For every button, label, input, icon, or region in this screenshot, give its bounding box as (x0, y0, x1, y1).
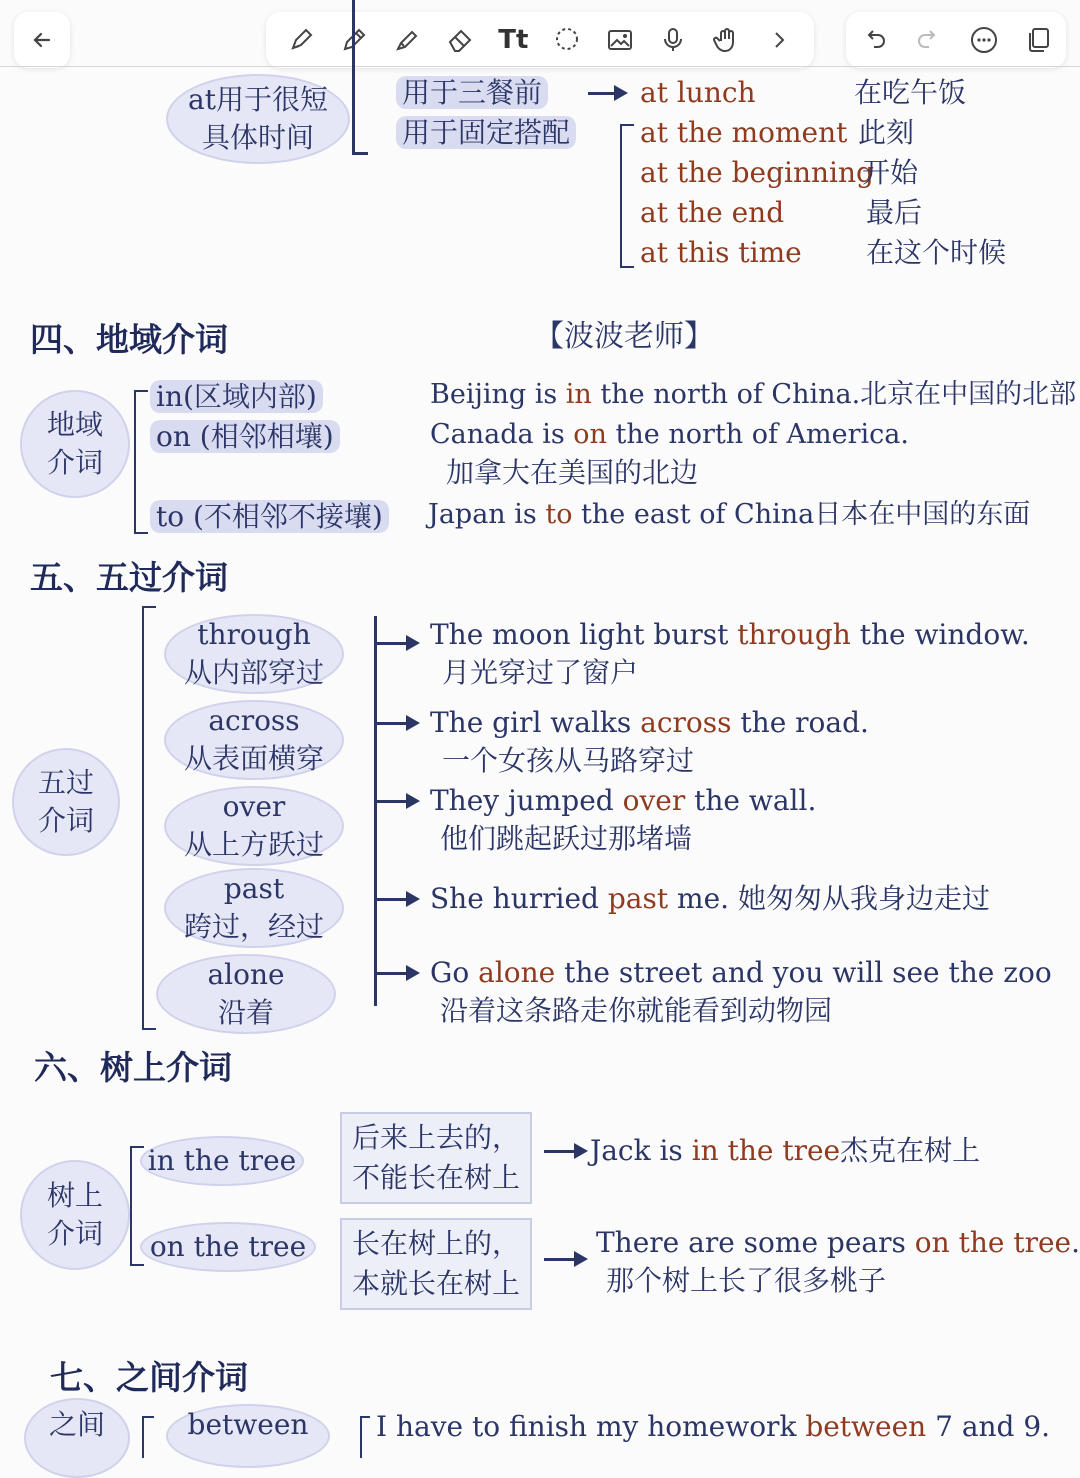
section3-connector (352, 0, 355, 154)
over-translation: 他们跳起跃过那堵墙 (440, 822, 693, 855)
past-sentence: She hurried past me. (430, 882, 730, 915)
more-icon[interactable] (964, 20, 1004, 60)
through-translation: 月光穿过了窗户 (442, 656, 639, 689)
on-the-tree-translation: 那个树上长了很多桃子 (606, 1264, 887, 1297)
undo-icon[interactable] (854, 20, 894, 60)
eraser-icon[interactable] (440, 20, 480, 60)
phrase-cn-3: 最后 (866, 196, 923, 229)
tree-oval (20, 1160, 130, 1270)
alone-word: alone (207, 958, 285, 991)
region-to-sentence: Japan is to the east of China日本在中国的东面 (428, 499, 1031, 530)
image-icon[interactable] (600, 20, 640, 60)
between-oval (166, 1404, 330, 1468)
region-in-label: in(区域内部) (150, 378, 323, 416)
on-the-tree-arrow (544, 1258, 584, 1261)
on-the-tree-box-line1: 长在树上的， (352, 1227, 521, 1260)
phrase-en-1: at the moment (640, 116, 848, 149)
region-oval-line2: 介词 (46, 446, 103, 479)
through-oval (164, 614, 344, 694)
back-button-box (14, 12, 70, 68)
over-arrow (376, 800, 416, 803)
region-on-label: on (相邻相壤) (150, 418, 340, 456)
region-in-sentence: Beijing is in the north of China.北京在中国的北部 (430, 379, 1077, 410)
through-sentence: The moon light burst through the window. (430, 618, 1030, 651)
on-the-tree-label: on the tree (149, 1230, 307, 1263)
alone-meaning: 沿着 (217, 996, 274, 1029)
past-arrow (376, 898, 416, 901)
between-word: between (187, 1408, 309, 1441)
redo-icon[interactable] (909, 20, 949, 60)
phrase-cn-4: 在这个时候 (866, 236, 1007, 269)
past-oval (164, 868, 344, 948)
across-meaning: 从表面横穿 (183, 742, 324, 775)
text-tool-icon[interactable] (493, 20, 533, 60)
region-to-label: to (不相邻不接壤) (150, 498, 389, 536)
pages-icon[interactable] (1019, 20, 1059, 60)
region-oval-line1: 地域 (46, 408, 103, 441)
region-on-translation: 加拿大在美国的北边 (446, 456, 699, 489)
in-the-tree-sentence: Jack is in the tree杰克在树上 (590, 1134, 981, 1167)
over-sentence: They jumped over the wall. (430, 784, 817, 817)
between-group-oval (24, 1398, 130, 1478)
on-the-tree-oval (140, 1222, 316, 1272)
action-palette (846, 12, 1066, 68)
lasso-icon[interactable] (547, 20, 587, 60)
five-over-oval-line1: 五过 (37, 766, 94, 799)
phrase-en-4: at this time (640, 236, 802, 269)
section6-heading: 六、树上介词 (34, 1048, 232, 1087)
through-word: through (197, 618, 311, 651)
region-bracket (134, 390, 148, 534)
in-the-tree-box-line2: 不能长在树上 (352, 1161, 521, 1194)
across-sentence: The girl walks across the road. (430, 706, 869, 739)
section3-connector-foot (352, 152, 368, 155)
hand-gesture-icon[interactable] (706, 20, 746, 60)
between-bracket (142, 1416, 154, 1458)
text-tool-glyph: Tt (498, 25, 529, 55)
between-group-label: 之间 (48, 1408, 105, 1441)
region-oval (20, 390, 130, 498)
past-word: past (223, 872, 285, 905)
phrase-en-2: at the beginning (640, 156, 874, 189)
through-arrow (376, 642, 416, 645)
alone-arrow (376, 972, 416, 975)
pen-icon[interactable] (281, 20, 321, 60)
meal-arrow (588, 92, 624, 95)
at-oval-line2: 具体时间 (201, 121, 314, 154)
five-over-oval-line2: 介词 (37, 804, 94, 837)
tool-palette (266, 12, 814, 68)
tree-oval-line2: 介词 (46, 1217, 103, 1250)
meal-example-cn: 在吃午饭 (854, 76, 967, 109)
across-word: across (208, 704, 300, 737)
in-the-tree-box-line1: 后来上去的， (352, 1121, 521, 1154)
meal-example-en: at lunch (640, 76, 756, 109)
past-translation: 她匆匆从我身边走过 (738, 882, 991, 915)
five-over-arrow-spine (374, 616, 377, 1006)
at-oval-line1: at用于很短 (188, 83, 328, 116)
across-oval (164, 700, 344, 780)
alone-sentence: Go alone the street and you will see the zoo (430, 956, 1052, 989)
in-the-tree-arrow (544, 1150, 584, 1153)
in-the-tree-oval (140, 1136, 304, 1186)
five-over-oval (12, 748, 120, 856)
section7-heading: 七、之间介词 (50, 1358, 248, 1397)
chevron-right-icon[interactable] (759, 20, 799, 60)
phrase-cn-1: 此刻 (858, 116, 915, 149)
over-meaning: 从上方跃过 (183, 828, 324, 861)
over-word: over (222, 790, 286, 823)
phrase-en-3: at the end (640, 196, 785, 229)
on-the-tree-sentence: There are some pears on the tree. (596, 1226, 1080, 1259)
past-meaning: 跨过，经过 (183, 910, 324, 943)
microphone-icon[interactable] (653, 20, 693, 60)
toolbar-divider (0, 66, 1080, 67)
tree-oval-line1: 树上 (46, 1179, 103, 1212)
between-sentence: I have to finish my homework between 7 and 9. (376, 1410, 1051, 1443)
on-the-tree-box-line2: 本就长在树上 (352, 1267, 521, 1300)
on-the-tree-box (340, 1218, 532, 1310)
in-the-tree-box (340, 1112, 532, 1204)
marker-icon[interactable] (387, 20, 427, 60)
region-on-sentence: Canada is on the north of America. (430, 419, 909, 450)
five-over-bracket (142, 606, 156, 1030)
over-oval (164, 786, 344, 866)
phrases-bracket (620, 124, 634, 268)
through-meaning: 从内部穿过 (183, 656, 324, 689)
in-the-tree-label: in the tree (147, 1144, 297, 1177)
teacher-label: 【波波老师】 (534, 319, 714, 354)
across-translation: 一个女孩从马路穿过 (442, 744, 695, 777)
across-arrow (376, 722, 416, 725)
section4-heading: 四、地域介词 (30, 320, 228, 359)
between-sentence-bracket (360, 1416, 370, 1458)
back-arrow-icon[interactable] (22, 20, 62, 60)
alone-oval (156, 954, 336, 1034)
alone-translation: 沿着这条路走你就能看到动物园 (440, 994, 833, 1027)
usage-fixed: 用于固定搭配 (396, 114, 576, 152)
section5-heading: 五、五过介词 (30, 558, 228, 597)
phrase-cn-2: 开始 (862, 156, 919, 189)
at-oval (166, 74, 350, 164)
usage-meals: 用于三餐前 (396, 74, 548, 112)
